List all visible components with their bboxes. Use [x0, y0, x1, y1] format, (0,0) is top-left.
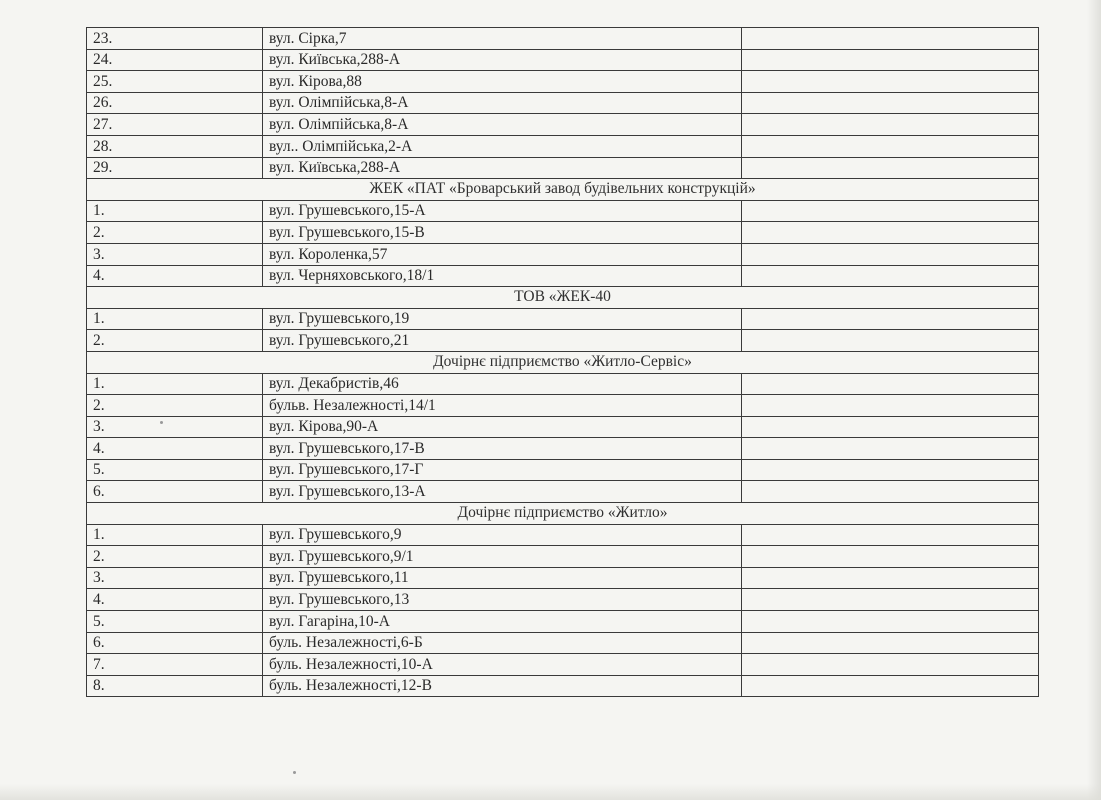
table-row [87, 330, 1039, 352]
address-cell: вул. Гагаріна,10-А [263, 611, 742, 633]
table-row [87, 222, 1039, 244]
row-number-cell: 2. [87, 222, 263, 244]
table-row [87, 265, 1039, 287]
empty-cell [742, 92, 1039, 114]
address-cell: вул. Олімпійська,8-А [263, 114, 742, 136]
table-row [87, 308, 1039, 330]
section-header-row [87, 287, 1039, 309]
row-number-cell: 3. [87, 243, 263, 265]
address-cell: бульв. Незалежності,14/1 [263, 395, 742, 417]
empty-cell [742, 308, 1039, 330]
address-cell: вул. Грушевського,17-Г [263, 459, 742, 481]
address-cell: вул. Грушевського,15-А [263, 200, 742, 222]
row-number-cell: 29. [87, 157, 263, 179]
empty-cell [742, 611, 1039, 633]
address-cell: вул. Грушевського,11 [263, 567, 742, 589]
address-cell: вул. Декабристів,46 [263, 373, 742, 395]
scan-speck [160, 421, 163, 424]
scan-shadow-bottom [0, 784, 1101, 800]
empty-cell [742, 135, 1039, 157]
empty-cell [742, 200, 1039, 222]
table-row [87, 200, 1039, 222]
table-row [87, 567, 1039, 589]
row-number-cell: 23. [87, 28, 263, 50]
empty-cell [742, 114, 1039, 136]
table-row [87, 416, 1039, 438]
table-row [87, 546, 1039, 568]
address-cell: вул. Грушевського,17-В [263, 438, 742, 460]
table-row [87, 611, 1039, 633]
address-table [86, 27, 1039, 697]
table-row [87, 459, 1039, 481]
empty-cell [742, 654, 1039, 676]
empty-cell [742, 567, 1039, 589]
table-row [87, 49, 1039, 71]
address-cell: буль. Незалежності,10-А [263, 654, 742, 676]
table-row [87, 71, 1039, 93]
address-cell: вул. Кірова,88 [263, 71, 742, 93]
table-row [87, 135, 1039, 157]
address-cell: вул. Грушевського,19 [263, 308, 742, 330]
scan-speck [293, 771, 296, 774]
table-row [87, 589, 1039, 611]
address-cell: вул. Сірка,7 [263, 28, 742, 50]
row-number-cell: 26. [87, 92, 263, 114]
section-title: Дочірнє підприємство «Житло» [87, 503, 1039, 525]
table-row [87, 438, 1039, 460]
table-row [87, 654, 1039, 676]
address-cell: вул.. Олімпійська,2-А [263, 135, 742, 157]
empty-cell [742, 49, 1039, 71]
row-number-cell: 28. [87, 135, 263, 157]
row-number-cell: 7. [87, 654, 263, 676]
address-cell: буль. Незалежності,12-В [263, 675, 742, 697]
row-number-cell: 1. [87, 308, 263, 330]
address-cell: вул. Грушевського,13 [263, 589, 742, 611]
table-row [87, 373, 1039, 395]
table-row [87, 243, 1039, 265]
row-number-cell: 5. [87, 611, 263, 633]
empty-cell [742, 222, 1039, 244]
empty-cell [742, 243, 1039, 265]
row-number-cell: 1. [87, 524, 263, 546]
row-number-cell: 2. [87, 546, 263, 568]
row-number-cell: 27. [87, 114, 263, 136]
address-cell: вул. Черняховського,18/1 [263, 265, 742, 287]
table-row [87, 92, 1039, 114]
address-cell: вул. Грушевського,21 [263, 330, 742, 352]
empty-cell [742, 157, 1039, 179]
row-number-cell: 5. [87, 459, 263, 481]
row-number-cell: 3. [87, 416, 263, 438]
address-cell: вул. Грушевського,9/1 [263, 546, 742, 568]
row-number-cell: 1. [87, 373, 263, 395]
empty-cell [742, 330, 1039, 352]
section-header-row [87, 503, 1039, 525]
row-number-cell: 1. [87, 200, 263, 222]
address-cell: вул. Грушевського,9 [263, 524, 742, 546]
address-cell: вул. Київська,288-А [263, 157, 742, 179]
empty-cell [742, 416, 1039, 438]
row-number-cell: 24. [87, 49, 263, 71]
empty-cell [742, 632, 1039, 654]
empty-cell [742, 373, 1039, 395]
table-row [87, 28, 1039, 50]
empty-cell [742, 524, 1039, 546]
address-cell: вул. Грушевського,15-В [263, 222, 742, 244]
empty-cell [742, 395, 1039, 417]
row-number-cell: 25. [87, 71, 263, 93]
row-number-cell: 8. [87, 675, 263, 697]
section-title: Дочірнє підприємство «Житло-Сервіс» [87, 351, 1039, 373]
address-cell: вул. Грушевського,13-А [263, 481, 742, 503]
address-cell: буль. Незалежності,6-Б [263, 632, 742, 654]
address-cell: вул. Олімпійська,8-А [263, 92, 742, 114]
empty-cell [742, 675, 1039, 697]
address-table-body [87, 28, 1039, 697]
row-number-cell: 6. [87, 481, 263, 503]
empty-cell [742, 265, 1039, 287]
section-header-row [87, 351, 1039, 373]
empty-cell [742, 459, 1039, 481]
table-row [87, 481, 1039, 503]
table-row [87, 675, 1039, 697]
empty-cell [742, 546, 1039, 568]
row-number-cell: 3. [87, 567, 263, 589]
table-row [87, 157, 1039, 179]
empty-cell [742, 438, 1039, 460]
table-row [87, 395, 1039, 417]
table-row [87, 524, 1039, 546]
row-number-cell: 4. [87, 265, 263, 287]
row-number-cell: 6. [87, 632, 263, 654]
address-cell: вул. Київська,288-А [263, 49, 742, 71]
row-number-cell: 2. [87, 395, 263, 417]
table-row [87, 114, 1039, 136]
row-number-cell: 2. [87, 330, 263, 352]
table-row [87, 632, 1039, 654]
address-cell: вул. Кірова,90-А [263, 416, 742, 438]
empty-cell [742, 589, 1039, 611]
section-title: ЖЕК «ПАТ «Броварський завод будівельних конструкцій» [87, 179, 1039, 201]
address-cell: вул. Короленка,57 [263, 243, 742, 265]
row-number-cell: 4. [87, 438, 263, 460]
section-title: ТОВ «ЖЕК-40 [87, 287, 1039, 309]
section-header-row [87, 179, 1039, 201]
row-number-cell: 4. [87, 589, 263, 611]
empty-cell [742, 71, 1039, 93]
empty-cell [742, 28, 1039, 50]
scan-shadow-right [1087, 0, 1101, 800]
empty-cell [742, 481, 1039, 503]
